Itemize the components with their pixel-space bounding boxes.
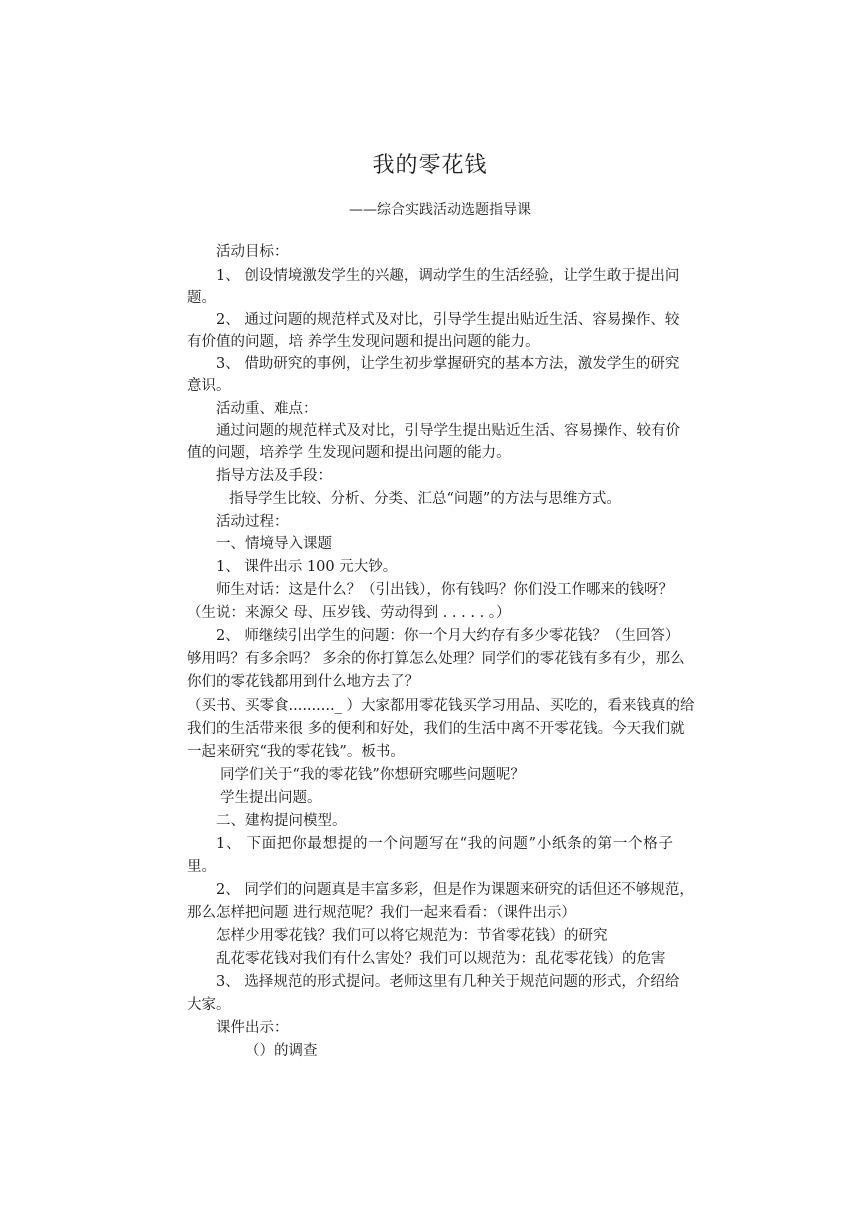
- text-line: 2、 师继续引出学生的问题：你一个月大约存有多少零花钱？（生回答）: [216, 628, 680, 644]
- text-line: 怎样少用零花钱？我们可以将它规范为：节省零花钱）的研究: [216, 928, 608, 944]
- text-line: 3、 借助研究的事例，让学生初步掌握研究的基本方法，激发学生的研究: [216, 356, 680, 372]
- text-line: 1、 课件出示 100 元大钞。: [216, 559, 398, 575]
- text-line: （）的调查: [245, 1043, 318, 1059]
- text-line: 1、 下面把你最想提的一个问题写在“我的问题”小纸条的第一个格子: [216, 836, 673, 852]
- text-line: 一、情境导入课题: [216, 536, 332, 552]
- document-subtitle: ——综合实践活动选题指导课: [349, 202, 531, 218]
- text-line: 意识。: [187, 378, 231, 394]
- text-line: 学生提出问题。: [220, 790, 322, 806]
- text-line: 师生对话：这是什么？（引出钱），你有钱吗？你们没工作哪来的钱呀？: [216, 582, 673, 598]
- text-line: 大家。: [187, 997, 231, 1013]
- text-line: 二、建构提问模型。: [216, 813, 347, 829]
- text-line: 乱花零花钱对我们有什么害处？我们可以规范为：乱花零花钱）的危害: [216, 951, 666, 967]
- text-line: 活动目标：: [216, 244, 289, 260]
- document-title: 我的零花钱: [372, 153, 488, 178]
- text-line: 2、 同学们的问题真是丰富多彩，但是作为课题来研究的话但还不够规范，: [216, 882, 694, 898]
- text-line: 那么怎样把问题 进行规范呢？我们一起来看看：（课件出示）: [187, 905, 576, 921]
- text-line: 题。: [187, 290, 216, 306]
- text-line: 3、 选择规范的形式提问。老师这里有几种关于规范问题的形式，介绍给: [216, 974, 680, 990]
- text-line: （买书、买零食.........._ ）大家都用零花钱买学习用品、买吃的，看来钱真的给: [187, 698, 695, 714]
- text-line: 够用吗？有多余吗？ 多余的你打算怎么处理？同学们的零花钱有多有少，那么: [187, 651, 685, 667]
- text-line: 活动重、难点：: [216, 401, 318, 417]
- text-line: 课件出示：: [216, 1020, 289, 1036]
- text-line: 通过问题的规范样式及对比，引导学生提出贴近生活、容易操作、较有价: [216, 423, 680, 439]
- text-line: 我们的生活带来很 多的便利和好处，我们的生活中离不开零花钱。今天我们就: [187, 721, 685, 737]
- text-line: 有价值的问题，培 养学生发现问题和提出问题的能力。: [187, 334, 540, 350]
- text-line: （生说：来源父 母、压岁钱、劳动得到 . . . . . 。）: [187, 605, 511, 621]
- text-line: 一起来研究“我的零花钱”。板书。: [187, 744, 405, 760]
- text-line: 1、 创设情境激发学生的兴趣，调动学生的生活经验，让学生敢于提出问: [216, 268, 680, 284]
- text-line: 2、 通过问题的规范样式及对比，引导学生提出贴近生活、容易操作、较: [216, 312, 680, 328]
- text-line: 活动过程：: [216, 514, 289, 530]
- text-line: 里。: [187, 859, 216, 875]
- text-line: 你们的零花钱都用到什么地方去了？: [187, 674, 419, 690]
- text-line: 值的问题，培养学 生发现问题和提出问题的能力。: [187, 445, 511, 461]
- text-line: 指导学生比较、分析、分类、汇总“问题”的方法与思维方式。: [229, 491, 621, 507]
- text-line: 指导方法及手段：: [216, 468, 332, 484]
- text-line: 同学们关于“我的零花钱”你想研究哪些问题呢？: [220, 767, 525, 783]
